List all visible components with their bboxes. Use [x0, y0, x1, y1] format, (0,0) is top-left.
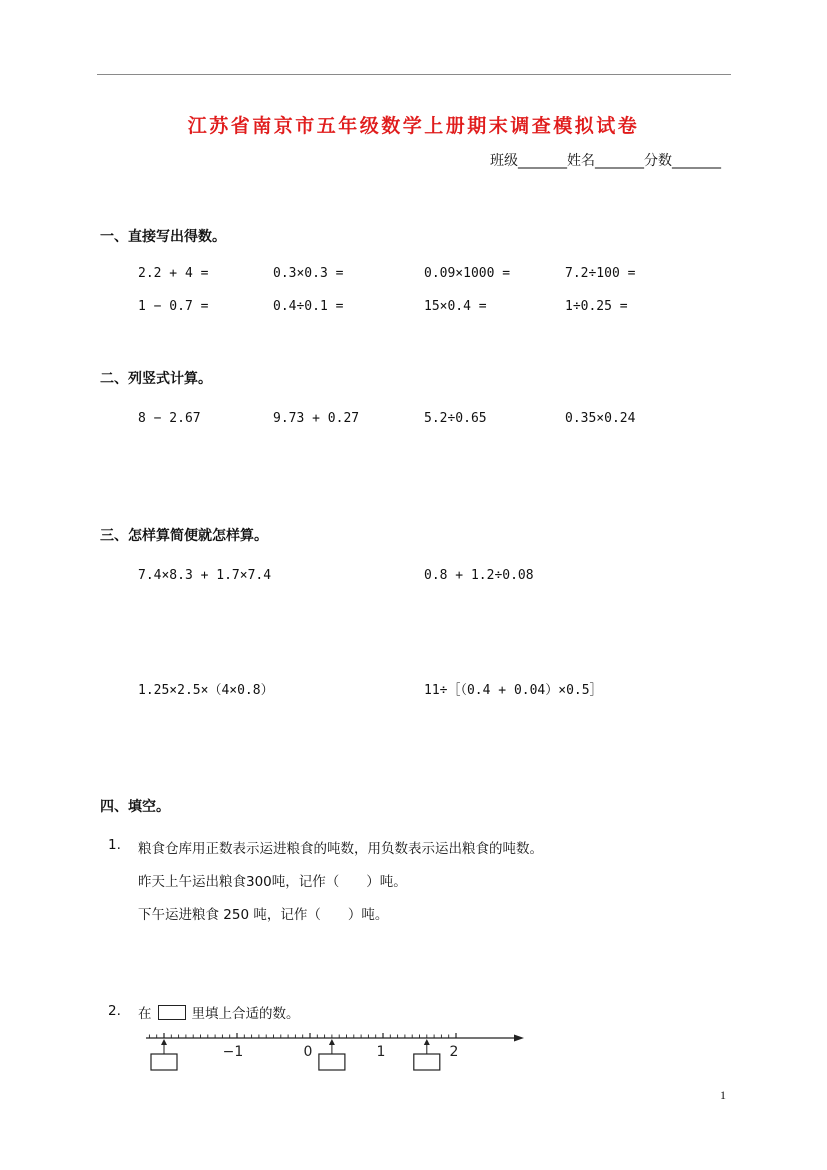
question-text: 昨天上午运出粮食300吨，记作（ ）吨。 [138, 874, 407, 890]
simplify-item: 0.8 + 1.2÷0.08 [424, 568, 534, 583]
number-line-labels [223, 1044, 459, 1060]
answer-marker [151, 1039, 177, 1070]
oral-item: 0.09×1000 = [424, 266, 511, 281]
question-text: 下午运进粮食 250 吨，记作（ ）吨。 [138, 907, 389, 923]
question-text [138, 1002, 300, 1022]
oral-item: 0.4÷0.1 = [273, 299, 344, 314]
marker-arrow-head [329, 1039, 335, 1045]
question-text: 粮食仓库用正数表示运进粮食的吨数，用负数表示运出粮食的吨数。 [138, 841, 543, 857]
number-line-label: −1 [222, 1044, 244, 1060]
oral-item: 1 − 0.7 = [138, 299, 209, 314]
simplify-item: 11÷［（0.4 + 0.04）×0.5］ [424, 683, 603, 698]
vertical-calc-item: 8 − 2.67 [138, 411, 201, 426]
number-line-arrowhead [514, 1035, 524, 1042]
number-line-label: 1 [376, 1044, 386, 1060]
section2-heading: 二、列竖式计算。 [100, 371, 212, 387]
question-suffix: 里填上合适的数。 [191, 1006, 300, 1022]
question-prefix: 在 [138, 1006, 152, 1022]
student-info-line: 班级_______姓名_______分数_______ [490, 153, 721, 169]
simplify-item: 7.4×8.3 + 1.7×7.4 [138, 568, 272, 583]
header-rule [97, 74, 731, 75]
question-number: 1. [108, 837, 121, 853]
answer-marker [319, 1039, 345, 1070]
marker-arrow-head [424, 1039, 430, 1045]
oral-item: 1÷0.25 = [565, 299, 628, 314]
section4-heading: 四、填空。 [100, 799, 170, 815]
oral-item: 15×0.4 = [424, 299, 487, 314]
simplify-item: 1.25×2.5×（4×0.8） [138, 683, 274, 698]
page-title: 江苏省南京市五年级数学上册期末调查模拟试卷 [187, 115, 640, 137]
number-line-ticks [149, 1033, 456, 1038]
vertical-calc-item: 0.35×0.24 [565, 411, 636, 426]
marker-arrow-head [161, 1039, 167, 1045]
question-number: 2. [108, 1003, 121, 1019]
page-number: 1 [720, 1088, 726, 1102]
section1-heading: 一、直接写出得数。 [100, 229, 226, 245]
number-line-label: 2 [449, 1044, 459, 1060]
answer-box-icon [158, 1005, 186, 1020]
marker-answer-box [151, 1054, 177, 1070]
number-line-label: 0 [303, 1044, 313, 1060]
oral-item: 7.2÷100 = [565, 266, 636, 281]
number-line [140, 1026, 530, 1078]
oral-item: 0.3×0.3 = [273, 266, 344, 281]
number-line-markers [151, 1039, 440, 1070]
marker-answer-box [319, 1054, 345, 1070]
vertical-calc-item: 9.73 + 0.27 [273, 411, 360, 426]
answer-marker [414, 1039, 440, 1070]
section3-heading: 三、怎样算简便就怎样算。 [100, 528, 268, 544]
marker-answer-box [414, 1054, 440, 1070]
oral-item: 2.2 + 4 = [138, 266, 209, 281]
vertical-calc-item: 5.2÷0.65 [424, 411, 487, 426]
